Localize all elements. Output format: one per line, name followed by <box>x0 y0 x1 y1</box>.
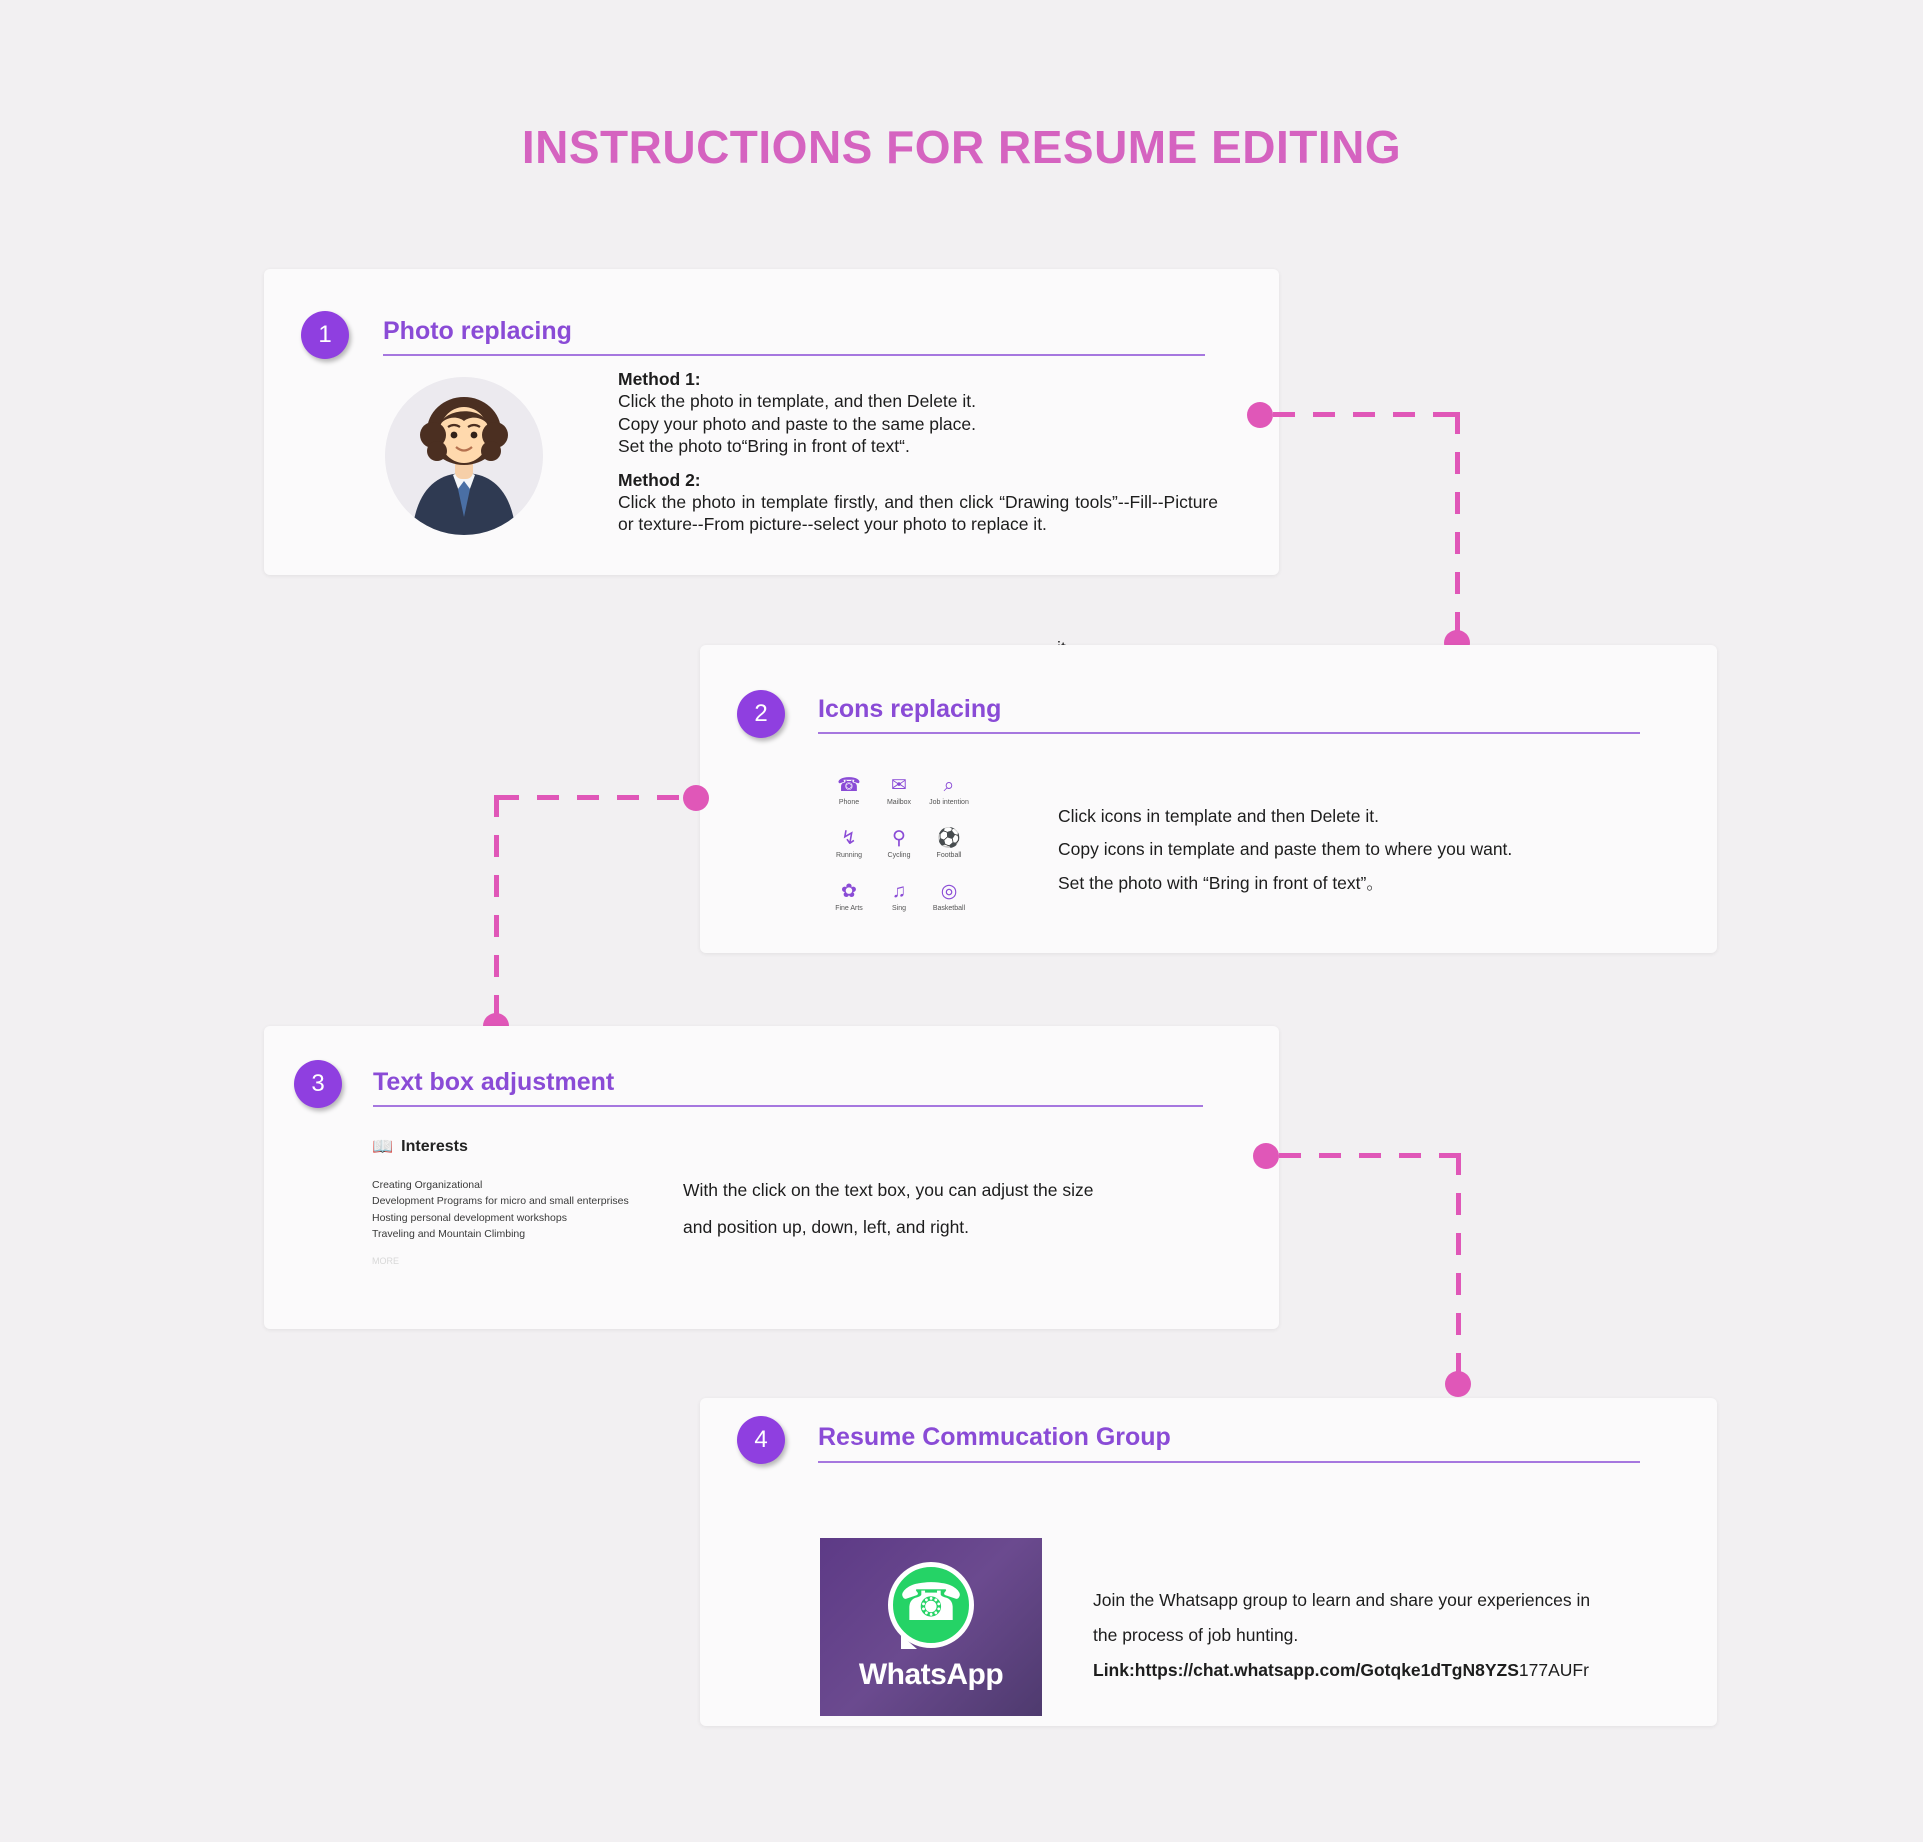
method-2-text: Click the photo in template firstly, and then click “Drawing tools”--Fill--Picture or texture--From picture--select your photo to replace it. <box>618 491 1218 535</box>
connector-dot-3a <box>1253 1143 1279 1169</box>
method-1-line-1: Click the photo in template, and then Delete it. <box>618 391 976 412</box>
step-number: 1 <box>318 321 332 348</box>
icon-cell-sing[interactable] <box>874 881 924 912</box>
page-title: INSTRUCTIONS FOR RESUME EDITING <box>521 121 1402 173</box>
icon-caption: Football <box>936 852 962 859</box>
step-4-line-2: the process of job hunting. <box>1093 1625 1299 1645</box>
step-3-line-2: and position up, down, left, and right. <box>683 1216 970 1237</box>
whatsapp-tile[interactable] <box>820 1538 1042 1716</box>
football-icon: ⚽ <box>937 828 961 849</box>
step-4-text <box>1093 1583 1713 1688</box>
section-title-3: Text box adjustment <box>373 1068 615 1096</box>
interests-preview <box>372 1137 702 1266</box>
icon-cell-mailbox[interactable] <box>874 775 924 806</box>
step-badge-4 <box>737 1416 785 1464</box>
basketball-icon: ◎ <box>940 881 958 902</box>
step-number: 3 <box>311 1070 325 1097</box>
method-2-label: Method 2: <box>618 469 701 490</box>
icon-caption: Running <box>835 852 863 859</box>
running-icon: ↯ <box>841 828 857 849</box>
section-title-2: Icons replacing <box>818 695 1002 723</box>
step-number: 2 <box>754 700 768 727</box>
step-2-line-3: Set the photo with “Bring in front of text”。 <box>1058 872 1384 893</box>
step-4-line-1: Join the Whatsapp group to learn and share your experiences in <box>1093 1590 1591 1610</box>
interests-heading <box>372 1137 702 1157</box>
list-item: Traveling and Mountain Climbing <box>372 1227 526 1240</box>
icon-caption: Cycling <box>887 852 911 859</box>
list-item: Hosting personal development workshops <box>372 1211 567 1224</box>
connector-dash-2-vertical <box>494 795 499 1030</box>
method-1-line-2: Copy your photo and paste to the same place. <box>618 413 977 434</box>
icon-cell-running[interactable] <box>824 828 874 859</box>
icon-caption: Job intention <box>929 799 969 806</box>
step-3-text <box>683 1172 1203 1246</box>
icon-cell-phone[interactable] <box>824 775 874 806</box>
whatsapp-glyph: ☎ <box>898 1574 964 1632</box>
icon-caption: Sing <box>891 905 906 912</box>
icon-cell-job-intention[interactable] <box>924 775 974 806</box>
section-rule-3 <box>373 1105 1203 1107</box>
fine-arts-icon: ✿ <box>841 881 857 902</box>
interests-faded-text: MORE <box>372 1256 399 1267</box>
connector-dash-1-vertical <box>1455 412 1460 634</box>
icon-caption: Basketball <box>932 905 966 912</box>
icon-cell-fine-arts[interactable] <box>824 881 874 912</box>
section-rule-1 <box>383 354 1205 356</box>
step-2-line-1: Click icons in template and then Delete it. <box>1058 806 1379 826</box>
phone-icon: ☎ <box>837 775 861 796</box>
section-rule-2 <box>818 732 1640 734</box>
step-2-text <box>1058 800 1618 900</box>
connector-dash-3-vertical <box>1456 1153 1461 1383</box>
list-item: Development Programs for micro and small enterprises <box>372 1195 629 1208</box>
whatsapp-group-link-tail: 177AUFr <box>1518 1660 1589 1680</box>
step-badge-1 <box>301 311 349 359</box>
section-rule-4 <box>818 1461 1640 1463</box>
icon-cell-football[interactable] <box>924 828 974 859</box>
icon-cell-basketball[interactable] <box>924 881 974 912</box>
icon-caption: Fine Arts <box>835 905 863 912</box>
whatsapp-wordmark: WhatsApp <box>858 1658 1004 1691</box>
step-3-line-1: With the click on the text box, you can adjust the size <box>683 1180 1094 1200</box>
connector-dash-3-horizontal <box>1279 1153 1465 1158</box>
icon-caption: Mailbox <box>886 799 912 806</box>
icon-cell-cycling[interactable] <box>874 828 924 859</box>
section-title-4: Resume Commucation Group <box>818 1423 1171 1451</box>
step-badge-3 <box>294 1060 342 1108</box>
icon-caption: Phone <box>838 799 860 806</box>
person-avatar-icon <box>385 377 543 535</box>
open-book-icon: 📖 <box>372 1137 394 1156</box>
connector-dot-3b <box>1445 1371 1471 1397</box>
connector-dash-1-horizontal <box>1273 412 1463 417</box>
avatar-illustration <box>385 377 543 535</box>
whatsapp-group-link[interactable]: Link:https://chat.whatsapp.com/Gotqke1dTgN8YZS <box>1093 1660 1519 1680</box>
sing-icon: ♫ <box>891 881 907 902</box>
job-search-icon: ⌕ <box>943 775 955 796</box>
interests-list <box>372 1177 702 1242</box>
mailbox-icon: ✉ <box>891 775 907 796</box>
step-4-link-row[interactable] <box>1093 1653 1713 1688</box>
step-badge-2 <box>737 690 785 738</box>
icon-sample-grid <box>824 775 974 912</box>
list-item: Creating Organizational <box>372 1179 483 1191</box>
step-2-line-2: Copy icons in template and paste them to where you want. <box>1058 839 1513 860</box>
section-title-1: Photo replacing <box>383 317 572 345</box>
interests-heading-label: Interests <box>401 1138 468 1155</box>
cycling-icon: ⚲ <box>892 828 906 849</box>
connector-dot-1a <box>1247 402 1273 428</box>
step-number: 4 <box>754 1426 768 1453</box>
step-1-text <box>618 368 1228 536</box>
whatsapp-icon <box>888 1562 974 1648</box>
connector-dash-2-horizontal <box>497 795 687 800</box>
method-1-label: Method 1: <box>618 369 701 389</box>
method-1-line-3: Set the photo to“Bring in front of text“. <box>618 436 910 457</box>
